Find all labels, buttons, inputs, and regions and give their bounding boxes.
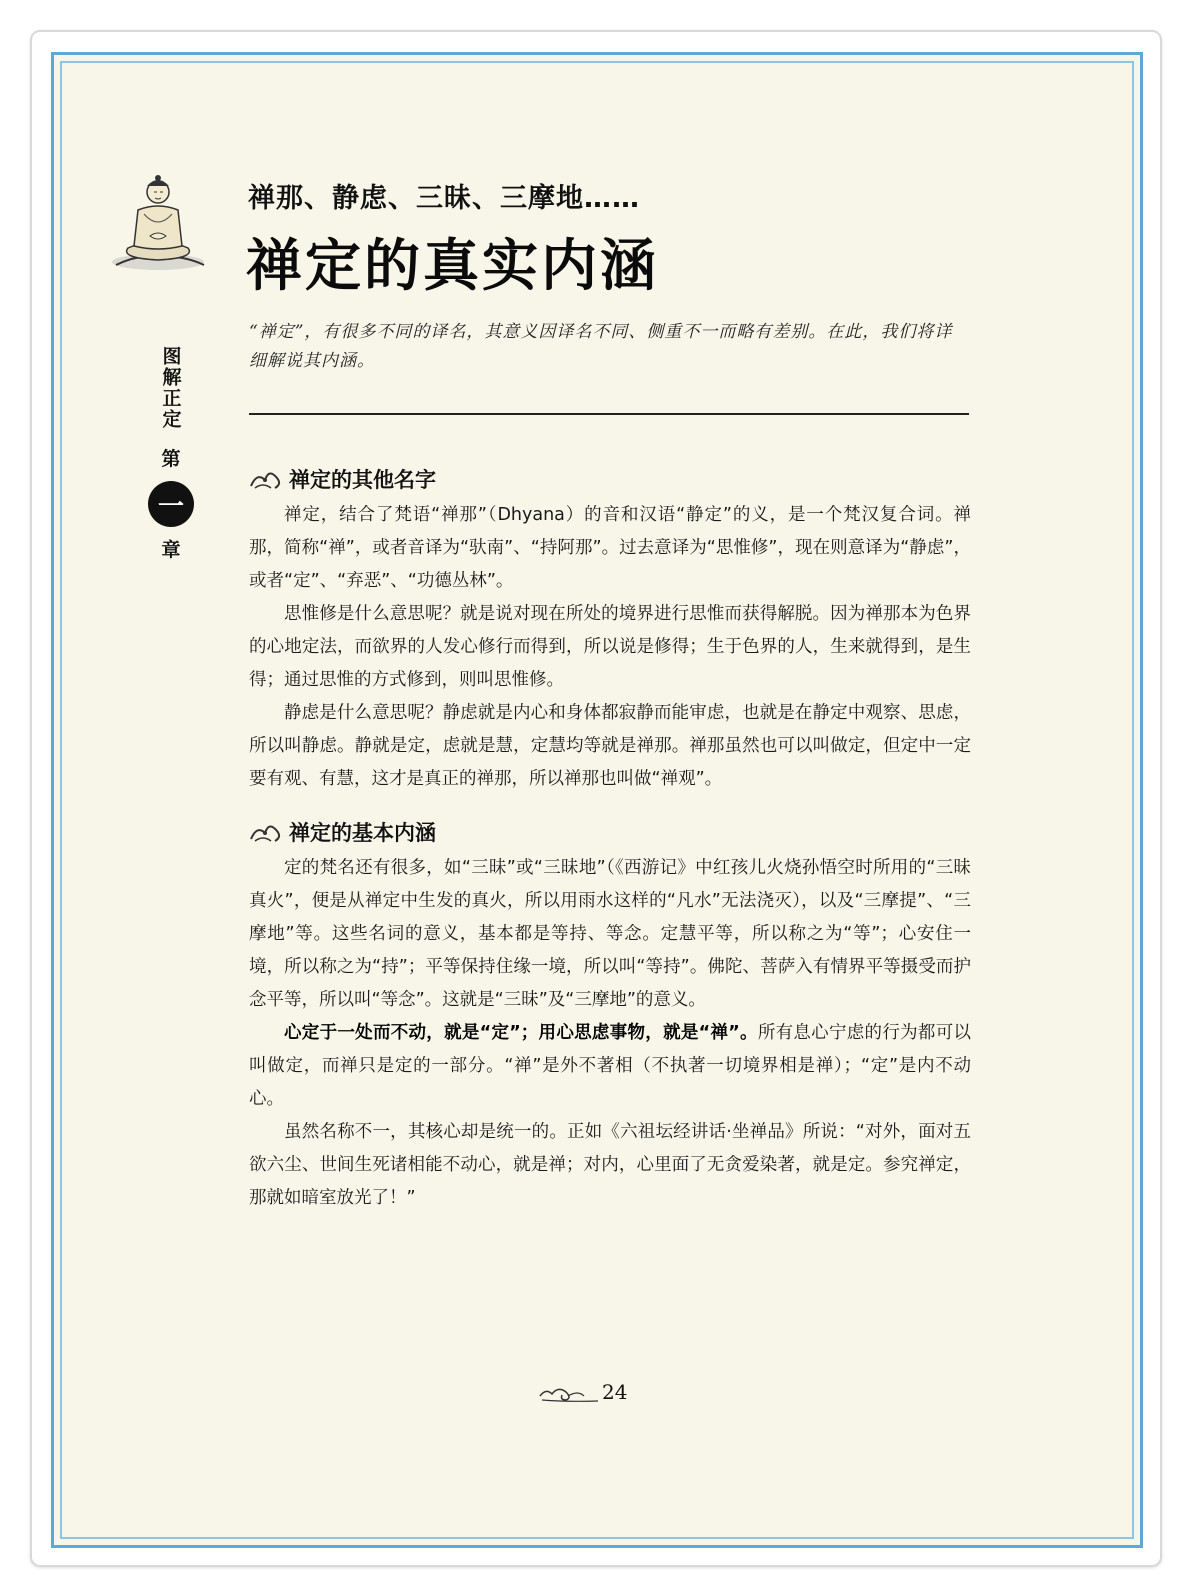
section-paragraph-bold-lead (249, 1017, 971, 1116)
lotus-cloud-icon (249, 466, 283, 492)
chapter-side-label (148, 346, 194, 562)
book-title-vertical: 图解正定 (159, 346, 182, 430)
section-heading-text: 禅定的其他名字 (289, 467, 436, 492)
section-heading (249, 815, 971, 849)
page-number: 24 (602, 1380, 628, 1404)
buddha-illustration-icon (108, 170, 208, 274)
bold-definition: 心定于一处而不动，就是“定”；用心思虑事物，就是“禅”。 (284, 1023, 758, 1043)
page-footer (538, 1374, 627, 1404)
section-paragraph: 禅定，结合了梵语“禅那”（Dhyana）的音和汉语“静定”的义，是一个梵汉复合词。禅那，简称“禅”，或者音译为“驮南”、“持阿那”。过去意译为“思惟修”，现在则意译为“静虑”，或者“定”、“弃恶”、“功德丛林”。 (249, 505, 971, 591)
intro-paragraph: “禅定”，有很多不同的译名，其意义因译名不同、侧重不一而略有差别。在此，我们将详细解说其内涵。 (249, 322, 953, 371)
chapter-title: 禅定的真实内涵 (246, 233, 659, 299)
section-other-names (249, 462, 971, 796)
chapter-prefix: 第 (161, 448, 181, 470)
section-paragraph: 思惟修是什么意思呢？就是说对现在所处的境界进行思惟而获得解脱。因为禅那本为色界的心地定法，而欲界的人发心修行而得到，所以说是修得；生于色界的人，生来就得到，是生得；通过思惟的方式修到，则叫思惟修。 (249, 604, 971, 690)
section-paragraph: 虽然名称不一，其核心却是统一的。正如《六祖坛经讲话·坐禅品》所说：“对外，面对五欲六尘、世间生死诸相能不动心，就是禅；对内，心里面了无贪爱染著，就是定。参究禅定，那就如暗室放光了！” (249, 1122, 971, 1208)
divider-line (249, 413, 969, 415)
section-heading-text: 禅定的基本内涵 (289, 820, 436, 845)
section-paragraph: 静虑是什么意思呢？静虑就是内心和身体都寂静而能审虑，也就是在静定中观察、思虑，所以叫静虑。静就是定，虑就是慧，定慧均等就是禅那。禅那虽然也可以叫做定，但定中一定要有观、有慧，这才是真正的禅那，所以禅那也叫做“禅观”。 (249, 703, 971, 789)
definition-rest: 所有息心宁虑的行为都可以叫做定，而禅只是定的一部分。“禅”是外不著相（不执著一切境界相是禅）；“定”是内不动心。 (249, 1023, 971, 1109)
section-paragraph: 定的梵名还有很多，如“三昧”或“三昧地”（《西游记》中红孩儿火烧孙悟空时所用的“三昧真火”，便是从禅定中生发的真火，所以用雨水这样的“凡水”无法浇灭），以及“三摩提”、“三摩地”等。这些名词的意义，基本都是等持、等念。定慧平等，所以称之为“等”；心安住一境，所以称之为“持”；平等保持住缘一境，所以叫“等持”。佛陀、菩萨入有情界平等摄受而护念平等，所以叫“等念”。这就是“三昧”及“三摩地”的意义。 (249, 858, 971, 1010)
section-basic-meaning (249, 815, 971, 1215)
cloud-ornament-icon (538, 1382, 600, 1404)
lotus-cloud-icon (249, 819, 283, 845)
section-heading (249, 462, 971, 496)
chapter-subtitle: 禅那、静虑、三昧、三摩地…… (248, 183, 640, 214)
chapter-number-badge: 一 (148, 481, 194, 527)
chapter-suffix: 章 (161, 539, 181, 561)
